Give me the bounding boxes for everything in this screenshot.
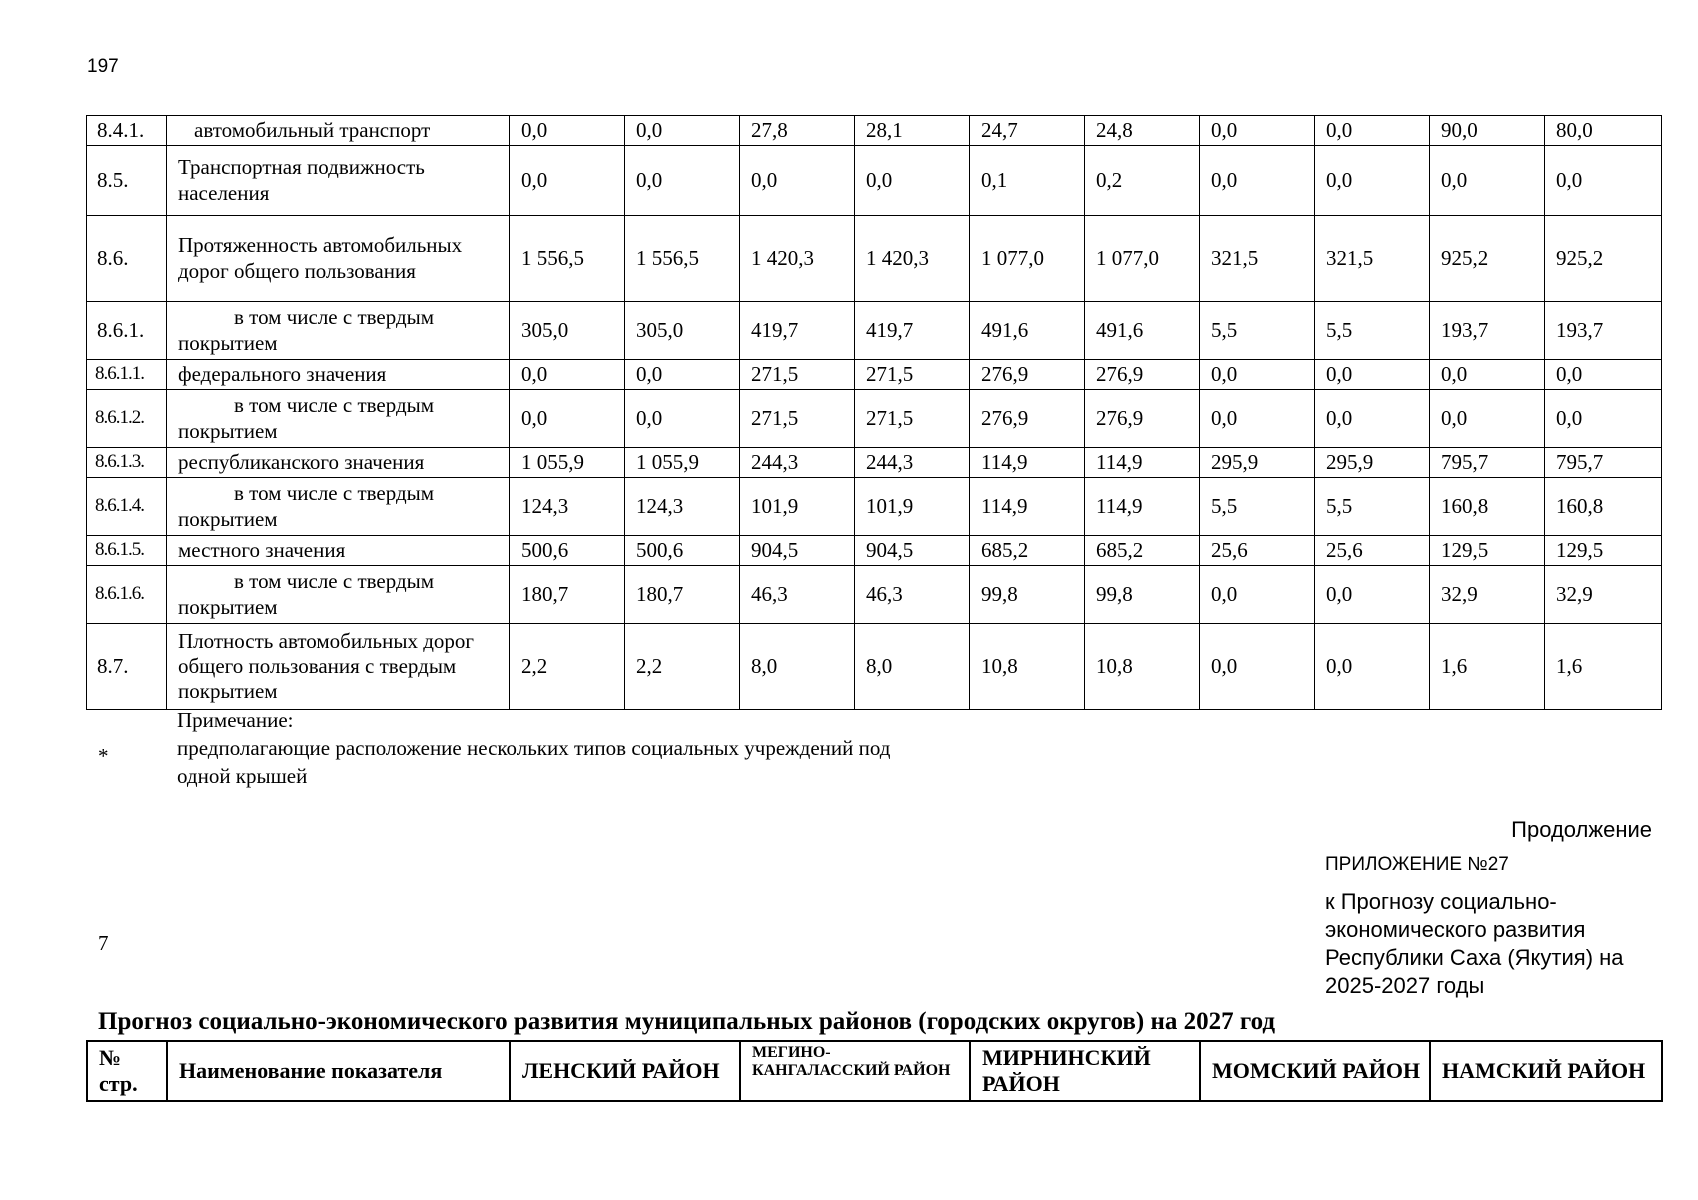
value-cell: 0,0 (1200, 624, 1315, 710)
value-cell: 0,0 (625, 360, 740, 390)
value-cell: 1 556,5 (510, 216, 625, 302)
value-cell: 1,6 (1545, 624, 1662, 710)
value-cell: 24,7 (970, 116, 1085, 146)
row-number: 8.7. (87, 624, 167, 710)
appendix-description: к Прогнозу социально-экономического развития Республики Саха (Якутия) на 2025-2027 годы (1325, 889, 1624, 998)
value-cell: 0,0 (510, 360, 625, 390)
value-cell: 114,9 (1085, 448, 1200, 478)
districts-header-table (86, 1040, 1663, 1102)
value-cell: 500,6 (510, 536, 625, 566)
value-cell: 925,2 (1430, 216, 1545, 302)
value-cell: 271,5 (855, 360, 970, 390)
table-row (87, 146, 1662, 216)
value-cell: 25,6 (1200, 536, 1315, 566)
value-cell: 160,8 (1430, 478, 1545, 536)
value-cell: 419,7 (855, 302, 970, 360)
value-cell: 80,0 (1545, 116, 1662, 146)
side-number: 7 (98, 931, 109, 955)
value-cell: 795,7 (1545, 448, 1662, 478)
indicator-name: местного значения (167, 536, 510, 566)
value-cell: 419,7 (740, 302, 855, 360)
value-cell: 685,2 (1085, 536, 1200, 566)
value-cell: 32,9 (1545, 566, 1662, 624)
table-row (87, 216, 1662, 302)
value-cell: 0,0 (1200, 390, 1315, 448)
note-text: предполагающие расположение нескольких типов социальных учреждений под одной крышей (177, 736, 891, 788)
value-cell: 276,9 (970, 360, 1085, 390)
value-cell: 8,0 (855, 624, 970, 710)
row-number: 8.6.1.6. (87, 566, 167, 624)
value-cell: 925,2 (1545, 216, 1662, 302)
value-cell: 0,0 (1430, 146, 1545, 216)
value-cell: 0,0 (1200, 360, 1315, 390)
value-cell: 276,9 (1085, 360, 1200, 390)
value-cell: 0,0 (510, 390, 625, 448)
value-cell: 129,5 (1545, 536, 1662, 566)
value-cell: 685,2 (970, 536, 1085, 566)
value-cell: 32,9 (1430, 566, 1545, 624)
value-cell: 90,0 (1430, 116, 1545, 146)
value-cell: 0,2 (1085, 146, 1200, 216)
value-cell: 904,5 (855, 536, 970, 566)
row-number: 8.6.1.2. (87, 390, 167, 448)
indicator-name: республиканского значения (167, 448, 510, 478)
value-cell: 8,0 (740, 624, 855, 710)
value-cell: 0,0 (1315, 566, 1430, 624)
value-cell: 276,9 (970, 390, 1085, 448)
value-cell: 1 055,9 (510, 448, 625, 478)
indicator-name: Протяженность автомобильных дорог общего пользования (167, 216, 510, 302)
value-cell: 491,6 (970, 302, 1085, 360)
value-cell: 305,0 (510, 302, 625, 360)
value-cell: 0,0 (1545, 146, 1662, 216)
value-cell: 0,0 (625, 390, 740, 448)
value-cell: 500,6 (625, 536, 740, 566)
row-number: 8.6.1.1. (87, 360, 167, 390)
value-cell: 0,0 (1315, 624, 1430, 710)
page-number: 197 (87, 56, 119, 77)
value-cell: 904,5 (740, 536, 855, 566)
value-cell: 193,7 (1545, 302, 1662, 360)
value-cell: 0,0 (1430, 360, 1545, 390)
value-cell: 5,5 (1315, 478, 1430, 536)
table-body (87, 116, 1662, 710)
table-row (87, 624, 1662, 710)
value-cell: 25,6 (1315, 536, 1430, 566)
header-district-lensky: ЛЕНСКИЙ РАЙОН (510, 1041, 740, 1101)
table-row (87, 448, 1662, 478)
value-cell: 1 077,0 (1085, 216, 1200, 302)
value-cell: 0,0 (1545, 360, 1662, 390)
value-cell: 244,3 (740, 448, 855, 478)
row-number: 8.6.1.3. (87, 448, 167, 478)
row-number: 8.4.1. (87, 116, 167, 146)
value-cell: 27,8 (740, 116, 855, 146)
table-row (87, 566, 1662, 624)
row-number: 8.6.1.4. (87, 478, 167, 536)
value-cell: 321,5 (1200, 216, 1315, 302)
value-cell: 101,9 (855, 478, 970, 536)
value-cell: 271,5 (740, 390, 855, 448)
value-cell: 180,7 (625, 566, 740, 624)
value-cell: 5,5 (1200, 478, 1315, 536)
value-cell: 1 055,9 (625, 448, 740, 478)
indicator-name: в том числе с твердым покрытием (167, 478, 510, 536)
value-cell: 124,3 (625, 478, 740, 536)
value-cell: 295,9 (1315, 448, 1430, 478)
header-district-mirninsky: МИРНИНСКИЙ РАЙОН (970, 1041, 1200, 1101)
value-cell: 0,0 (1315, 360, 1430, 390)
indicator-name: в том числе с твердым покрытием (167, 566, 510, 624)
indicator-name: в том числе с твердым покрытием (167, 302, 510, 360)
header-district-namsky: НАМСКИЙ РАЙОН (1430, 1041, 1662, 1101)
row-number: 8.5. (87, 146, 167, 216)
indicator-name: Плотность автомобильных дорог общего пользования с твердым покрытием (167, 624, 510, 710)
value-cell: 0,0 (1545, 390, 1662, 448)
value-cell: 24,8 (1085, 116, 1200, 146)
value-cell: 114,9 (970, 448, 1085, 478)
value-cell: 114,9 (970, 478, 1085, 536)
value-cell: 0,0 (1200, 116, 1315, 146)
value-cell: 160,8 (1545, 478, 1662, 536)
table-row (87, 390, 1662, 448)
table-row (87, 116, 1662, 146)
indicator-name: федерального значения (167, 360, 510, 390)
appendix-label: ПРИЛОЖЕНИЕ №27 (1325, 854, 1509, 875)
header-row (87, 1041, 1662, 1101)
value-cell: 0,0 (1315, 116, 1430, 146)
header-district-momsky: МОМСКИЙ РАЙОН (1200, 1041, 1430, 1101)
value-cell: 295,9 (1200, 448, 1315, 478)
value-cell: 1 556,5 (625, 216, 740, 302)
value-cell: 0,0 (1315, 146, 1430, 216)
value-cell: 1 420,3 (740, 216, 855, 302)
table-row (87, 360, 1662, 390)
value-cell: 271,5 (740, 360, 855, 390)
indicator-name: Транспортная подвижность населения (167, 146, 510, 216)
note-label: Примечание: (177, 708, 294, 732)
value-cell: 2,2 (510, 624, 625, 710)
value-cell: 2,2 (625, 624, 740, 710)
value-cell: 276,9 (1085, 390, 1200, 448)
road-indicators-table (86, 115, 1662, 710)
table-row (87, 478, 1662, 536)
indicator-name: автомобильный транспорт (167, 116, 510, 146)
value-cell: 5,5 (1315, 302, 1430, 360)
value-cell: 795,7 (1430, 448, 1545, 478)
note-asterisk: * (98, 744, 109, 768)
value-cell: 1 077,0 (970, 216, 1085, 302)
value-cell: 10,8 (1085, 624, 1200, 710)
value-cell: 0,0 (625, 146, 740, 216)
value-cell: 99,8 (970, 566, 1085, 624)
value-cell: 46,3 (740, 566, 855, 624)
value-cell: 305,0 (625, 302, 740, 360)
value-cell: 491,6 (1085, 302, 1200, 360)
value-cell: 46,3 (855, 566, 970, 624)
value-cell: 0,0 (1200, 566, 1315, 624)
table-row (87, 302, 1662, 360)
row-number: 8.6. (87, 216, 167, 302)
value-cell: 0,0 (1315, 390, 1430, 448)
header-district-megino-kangalassky: МЕГИНО-КАНГАЛАССКИЙ РАЙОН (740, 1041, 970, 1101)
table-row (87, 536, 1662, 566)
value-cell: 0,0 (510, 116, 625, 146)
value-cell: 28,1 (855, 116, 970, 146)
value-cell: 1,6 (1430, 624, 1545, 710)
value-cell: 0,0 (625, 116, 740, 146)
value-cell: 114,9 (1085, 478, 1200, 536)
value-cell: 0,0 (740, 146, 855, 216)
value-cell: 10,8 (970, 624, 1085, 710)
row-number: 8.6.1.5. (87, 536, 167, 566)
value-cell: 271,5 (855, 390, 970, 448)
row-number: 8.6.1. (87, 302, 167, 360)
value-cell: 0,0 (510, 146, 625, 216)
forecast-title: Прогноз социально-экономического развития муниципальных районов (городских округов) на 2027 год (98, 1008, 1276, 1035)
value-cell: 5,5 (1200, 302, 1315, 360)
value-cell: 180,7 (510, 566, 625, 624)
value-cell: 99,8 (1085, 566, 1200, 624)
value-cell: 124,3 (510, 478, 625, 536)
value-cell: 0,0 (1200, 146, 1315, 216)
header-num: № стр. (87, 1041, 167, 1101)
value-cell: 101,9 (740, 478, 855, 536)
value-cell: 129,5 (1430, 536, 1545, 566)
continuation-label: Продолжение (1511, 817, 1652, 842)
value-cell: 1 420,3 (855, 216, 970, 302)
value-cell: 193,7 (1430, 302, 1545, 360)
value-cell: 0,1 (970, 146, 1085, 216)
value-cell: 0,0 (855, 146, 970, 216)
indicator-name: в том числе с твердым покрытием (167, 390, 510, 448)
value-cell: 0,0 (1430, 390, 1545, 448)
value-cell: 321,5 (1315, 216, 1430, 302)
header-indicator-name: Наименование показателя (167, 1041, 510, 1101)
value-cell: 244,3 (855, 448, 970, 478)
